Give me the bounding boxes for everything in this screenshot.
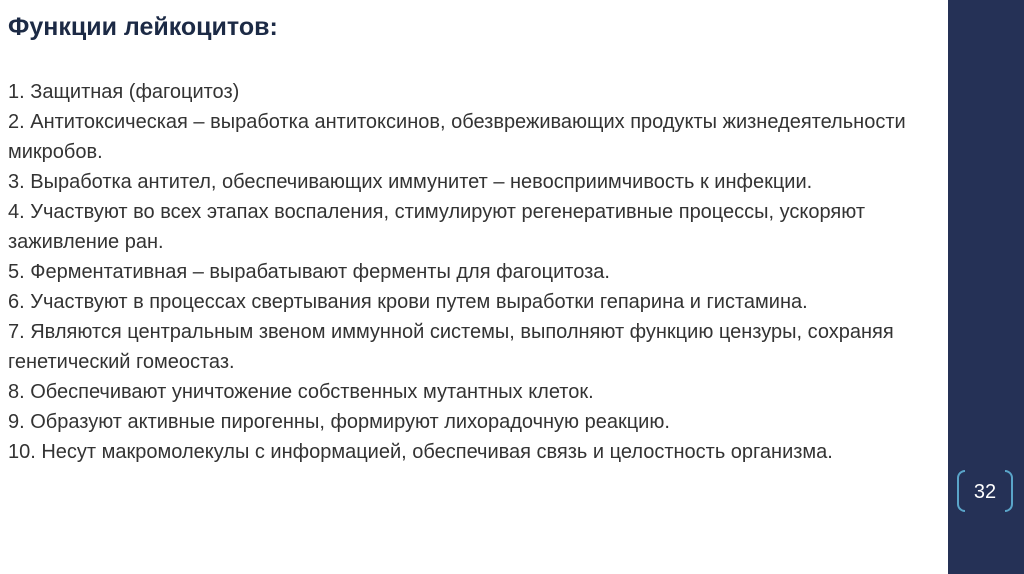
- left-bracket-icon: [957, 470, 965, 512]
- list-item: 6. Участвуют в процессах свертывания крови путем выработки гепарина и гистамина.: [8, 291, 808, 313]
- list-item: 5. Ферментативная – вырабатывают ферменты для фагоцитоза.: [8, 261, 610, 283]
- list-item: 10. Несут макромолекулы с информацией, обеспечивая связь и целостность организма.: [8, 441, 833, 463]
- right-bracket-icon: [1005, 470, 1013, 512]
- list-item: 7. Являются центральным звеном иммунной системы, выполняют функцию цензуры, сохраняя генетический гомеостаз.: [8, 321, 894, 373]
- list-item: 3. Выработка антител, обеспечивающих иммунитет – невосприимчивость к инфекции.: [8, 171, 813, 193]
- slide-title: Функции лейкоцитов:: [8, 13, 278, 41]
- list-item: 2. Антитоксическая – выработка антитоксинов, обезвреживающих продукты жизнедеятельности микробов.: [8, 111, 906, 163]
- page-number-badge: [957, 470, 1013, 514]
- list-item: 1. Защитная (фагоцитоз): [8, 81, 240, 103]
- list-item: 4. Участвуют во всех этапах воспаления, стимулируют регенеративные процессы, ускоряют заживление ран.: [8, 201, 865, 253]
- page-number: 32: [973, 480, 997, 503]
- list-item: 8. Обеспечивают уничтожение собственных мутантных клеток.: [8, 381, 594, 403]
- functions-list: [8, 77, 938, 467]
- list-item: 9. Образуют активные пирогенны, формируют лихорадочную реакцию.: [8, 411, 670, 433]
